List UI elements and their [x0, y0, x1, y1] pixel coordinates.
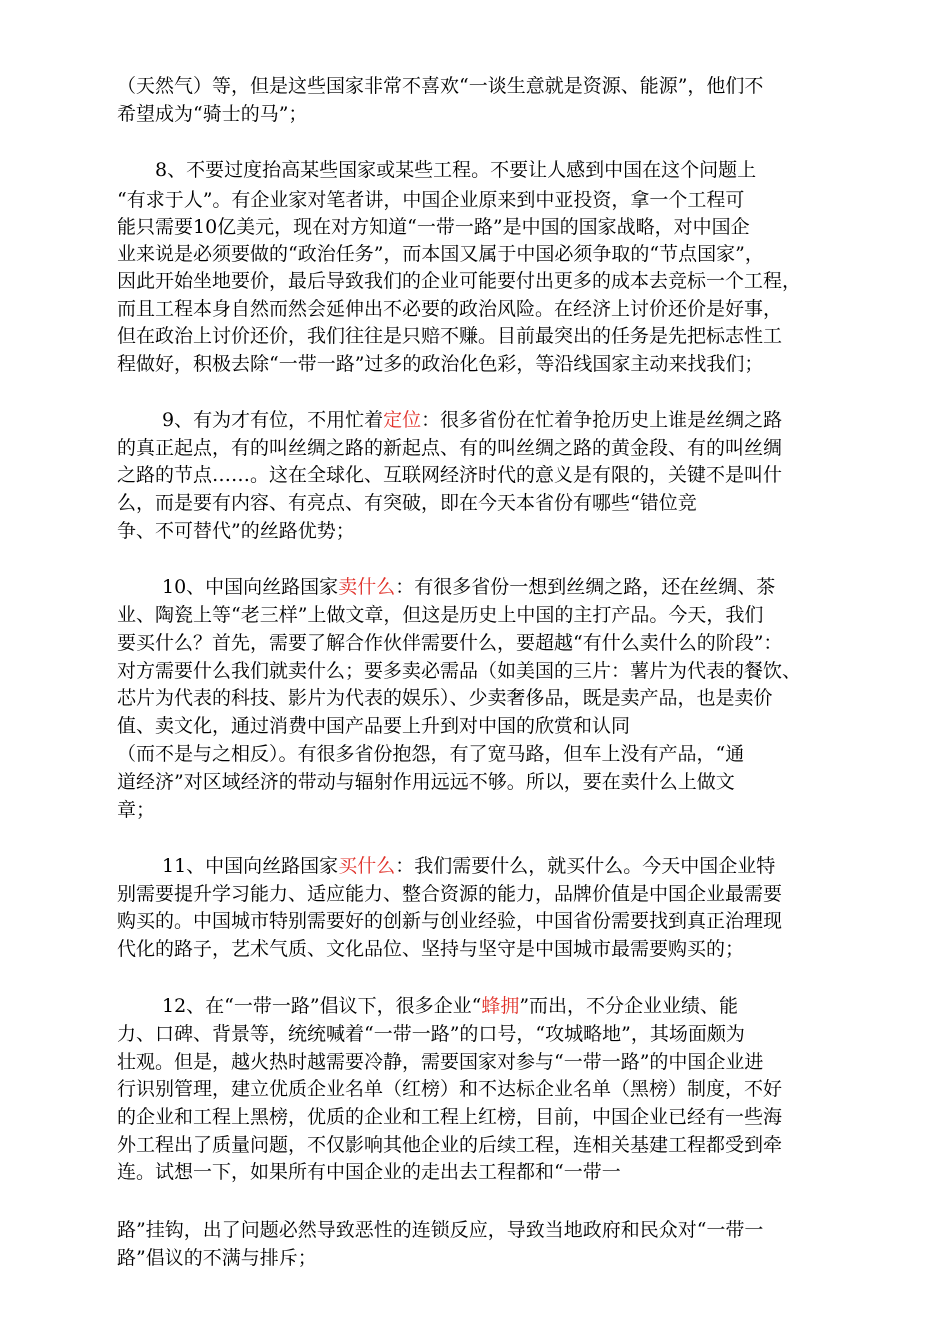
paragraph-p12-tail-line-2 — [117, 1244, 317, 1272]
paragraph-p8-line-1 — [155, 156, 756, 184]
text-run: 而且工程本身自然而然会延伸出不必要的政治风险。在经济上讨价还价是好事， — [117, 298, 783, 320]
text-run: 章； — [117, 799, 156, 821]
paragraph-p12-line-1 — [162, 992, 738, 1020]
paragraph-p8-line-5 — [117, 267, 801, 295]
text-run: 的企业和工程上黑榜，优质的企业和工程上红榜，目前，中国企业已经有一些海 — [117, 1106, 783, 1128]
paragraph-p7-tail-line-1 — [117, 72, 763, 100]
text-run: 别需要提升学习能力、适应能力、整合资源的能力，品牌价值是中国企业最需要 — [117, 883, 783, 905]
paragraph-p12-line-4 — [117, 1075, 782, 1103]
paragraph-p9-line-3 — [117, 461, 782, 489]
paragraph-p12-line-6 — [117, 1131, 782, 1159]
paragraph-p12-line-5 — [117, 1103, 782, 1131]
paragraph-p9-line-2 — [117, 434, 782, 462]
paragraph-p10-line-6 — [117, 712, 630, 740]
text-run: 程做好，积极去除“一带一路”过多的政治化色彩，等沿线国家主动来找我们； — [117, 353, 764, 375]
paragraph-p12-line-7 — [117, 1158, 621, 1186]
paragraph-p10-line-3 — [117, 629, 782, 657]
paragraph-p10-line-4 — [117, 657, 801, 685]
paragraph-p12-line-3 — [117, 1048, 763, 1076]
text-run: 连。试想一下，如果所有中国企业的走出去工程都和“一带一 — [117, 1161, 621, 1183]
highlighted-keyword: 买什么 — [338, 855, 396, 877]
paragraph-p10-line-7 — [117, 740, 744, 768]
highlighted-keyword: 蜂拥 — [481, 995, 520, 1017]
text-run: 争、不可替代”的丝路优势； — [117, 520, 355, 542]
paragraph-p8-line-3 — [117, 213, 750, 241]
paragraph-p8-line-4 — [117, 240, 764, 268]
text-run: 12、在“一带一路”倡议下，很多企业“ — [162, 995, 482, 1017]
text-run: 11、中国向丝路国家 — [162, 855, 339, 877]
paragraph-p11-line-4 — [117, 935, 744, 963]
text-run: 但在政治上讨价还价，我们往往是只赔不赚。目前最突出的任务是先把标志性工 — [117, 325, 783, 347]
paragraph-p8-line-2 — [117, 186, 744, 214]
text-run: 的真正起点，有的叫丝绸之路的新起点、有的叫丝绸之路的黄金段、有的叫丝绸 — [117, 437, 783, 459]
text-run: 行识别管理，建立优质企业名单（红榜）和不达标企业名单（黑榜）制度，不好 — [117, 1078, 783, 1100]
text-run: 么，而是要有内容、有亮点、有突破，即在今天本省份有哪些“错位竞 — [117, 492, 697, 514]
text-run: 值、卖文化，通过消费中国产品要上升到对中国的欣赏和认同 — [117, 715, 631, 737]
paragraph-p8-line-8 — [117, 350, 763, 378]
highlighted-keyword: 卖什么 — [338, 576, 396, 598]
paragraph-p11-line-3 — [117, 907, 782, 935]
paragraph-p10-line-1 — [162, 573, 775, 601]
paragraph-p10-line-8 — [117, 768, 735, 796]
paragraph-p10-line-9 — [117, 796, 155, 824]
text-run: 道经济”对区域经济的带动与辐射作用远远不够。所以，要在卖什么上做文 — [117, 771, 735, 793]
text-run: 对方需要什么我们就卖什么；要多卖必需品（如美国的三片：薯片为代表的餐饮、 — [117, 660, 802, 682]
text-run: ：很多省份在忙着争抢历史上谁是丝绸之路 — [421, 409, 783, 431]
paragraph-p10-line-2 — [117, 601, 763, 629]
paragraph-p8-line-6 — [117, 295, 782, 323]
text-run: 因此开始坐地要价，最后导致我们的企业可能要付出更多的成本去竞标一个工程， — [117, 270, 802, 292]
text-run: 希望成为“骑士的马”； — [117, 103, 308, 125]
text-run: ：有很多省份一想到丝绸之路，还在丝绸、茶 — [395, 576, 776, 598]
text-run: 路”挂钩，出了问题必然导致恶性的连锁反应，导致当地政府和民众对“一带一 — [117, 1219, 764, 1241]
paragraph-p10-line-5 — [117, 684, 773, 712]
paragraph-p9-line-1 — [162, 406, 782, 434]
text-run: ：我们需要什么，就买什么。今天中国企业特 — [395, 855, 776, 877]
text-run: 芯片为代表的科技、影片为代表的娱乐）、少卖奢侈品，既是卖产品，也是卖价 — [117, 687, 773, 709]
paragraph-p11-line-1 — [162, 852, 775, 880]
paragraph-p8-line-7 — [117, 322, 782, 350]
text-run: （而不是与之相反）。有很多省份抱怨，有了宽马路，但车上没有产品，“通 — [117, 743, 745, 765]
text-run: 8、不要过度抬高某些国家或某些工程。不要让人感到中国在这个问题上 — [155, 159, 757, 181]
text-run: 代化的路子，艺术气质、文化品位、坚持与坚守是中国城市最需要购买的； — [117, 938, 745, 960]
text-run: 要买什么？首先，需要了解合作伙伴需要什么，要超越“有什么卖什么的阶段”： — [117, 632, 783, 654]
text-run: 业、陶瓷上等“老三样”上做文章，但这是历史上中国的主打产品。今天，我们 — [117, 604, 764, 626]
text-run: 壮观。但是，越火热时越需要冷静，需要国家对参与“一带一路”的中国企业进 — [117, 1051, 764, 1073]
paragraph-p12-tail-line-1 — [117, 1216, 763, 1244]
text-run: “有求于人”。有企业家对笔者讲，中国企业原来到中亚投资，拿一个工程可 — [117, 189, 745, 211]
paragraph-p12-line-2 — [117, 1020, 745, 1048]
text-run: 之路的节点……。这在全球化、互联网经济时代的意义是有限的，关键不是叫什 — [117, 464, 783, 486]
text-run: 购买的。中国城市特别需要好的创新与创业经验，中国省份需要找到真正治理现 — [117, 910, 783, 932]
text-run: ”而出，不分企业业绩、能 — [519, 995, 739, 1017]
text-run: 10、中国向丝路国家 — [162, 576, 339, 598]
paragraph-p9-line-4 — [117, 489, 697, 517]
text-run: 能只需要10亿美元，现在对方知道“一带一路”是中国的国家战略，对中国企 — [117, 216, 750, 238]
text-run: 外工程出了质量问题，不仅影响其他企业的后续工程，连相关基建工程都受到牵 — [117, 1134, 783, 1156]
highlighted-keyword: 定位 — [383, 409, 422, 431]
text-run: 力、口碑、背景等，统统喊着“一带一路”的口号，“攻城略地”，其场面颇为 — [117, 1023, 745, 1045]
text-run: 业来说是必须要做的“政治任务”，而本国又属于中国必须争取的“节点国家”， — [117, 243, 764, 265]
paragraph-p11-line-2 — [117, 880, 782, 908]
text-run: 9、有为才有位，不用忙着 — [162, 409, 384, 431]
paragraph-p9-line-5 — [117, 517, 355, 545]
text-run: 路”倡议的不满与排斥； — [117, 1247, 317, 1269]
text-run: （天然气）等，但是这些国家非常不喜欢“一谈生意就是资源、能源”，他们不 — [117, 75, 764, 97]
paragraph-p7-tail-line-2 — [117, 100, 307, 128]
